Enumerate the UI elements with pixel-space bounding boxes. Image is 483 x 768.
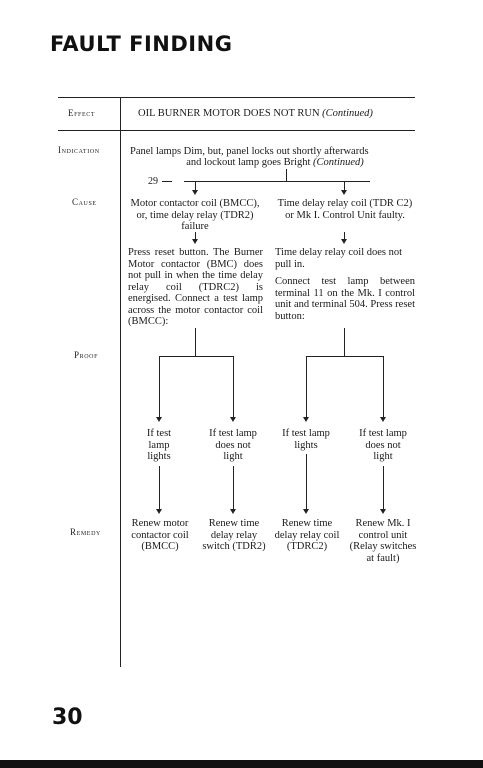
proof-right-arrow: [341, 239, 347, 244]
branch-3: If test lamp lights: [282, 428, 330, 451]
cause-split-line: [184, 181, 370, 182]
tree-right-b-drop: [383, 356, 384, 418]
tree-left-b-drop: [233, 356, 234, 418]
effect-continued: (Continued): [322, 108, 373, 119]
remedy-1-drop: [159, 466, 160, 510]
cause-right: Time delay relay coil (TDR C2) or Mk I. Control Unit faulty.: [277, 198, 413, 221]
remedy-4-drop: [383, 466, 384, 510]
remedy-1-arrow: [156, 509, 162, 514]
column-divider: [120, 97, 121, 667]
ref-29: 29: [148, 176, 158, 187]
remedy-3-arrow: [303, 509, 309, 514]
remedy-1: Renew motor contactor coil (BMCC): [131, 518, 189, 552]
label-remedy: Remedy: [70, 527, 101, 537]
label-proof: Proof: [74, 350, 99, 360]
label-effect: Effect: [68, 108, 96, 118]
tree-right-a-arrow: [303, 417, 309, 422]
remedy-4: Renew Mk. I control unit (Relay switches at fault): [349, 518, 417, 564]
tree-left-a-drop: [159, 356, 160, 418]
label-indication: Indication: [58, 145, 100, 155]
ref-arrow-line: [162, 181, 172, 182]
indication-stem: [286, 169, 287, 181]
header-rule: [58, 130, 415, 131]
proof-right-text-1: Time delay relay coil does not pull in.: [275, 247, 403, 270]
remedy-2-drop: [233, 466, 234, 510]
top-rule: [58, 97, 415, 98]
remedy-4-arrow: [380, 509, 386, 514]
label-cause: Cause: [72, 197, 97, 207]
cause-left-arrow: [192, 190, 198, 195]
indication-line1: Panel lamps Dim, but, panel locks out shortly afterwards: [130, 146, 369, 157]
effect-text: OIL BURNER MOTOR DOES NOT RUN: [138, 108, 320, 119]
proof-left-text: Press reset button. The Burner Motor contactor (BMC) does not pull in when the time delay relay coil (TDRC2) is energised. Connect a test lamp across the motor contactor coil (BMCC):: [128, 247, 263, 327]
remedy-3-drop: [306, 454, 307, 510]
tree-right-stem: [344, 328, 345, 356]
remedy-2-arrow: [230, 509, 236, 514]
remedy-2: Renew time delay relay switch (TDR2): [202, 518, 266, 552]
tree-left-a-arrow: [156, 417, 162, 422]
cause-left: Motor contactor coil (BMCC), or, time delay relay (TDR2) failure: [130, 198, 260, 232]
cause-right-arrow: [341, 190, 347, 195]
page-number: 30: [52, 705, 83, 730]
proof-left-arrow: [192, 239, 198, 244]
indication-line2: and lockout lamp goes Bright: [186, 157, 311, 168]
tree-left-bar: [159, 356, 233, 357]
tree-right-b-arrow: [380, 417, 386, 422]
bottom-bar: [0, 760, 483, 768]
tree-right-bar: [306, 356, 383, 357]
proof-right-text-2: Connect test lamp between terminal 11 on the Mk. I control unit and terminal 504. Press reset button:: [275, 276, 415, 322]
page-title: FAULT FINDING: [50, 32, 233, 56]
branch-2: If test lamp does not light: [209, 428, 257, 462]
tree-left-b-arrow: [230, 417, 236, 422]
indication-line2-wrap: [130, 157, 420, 169]
tree-left-stem: [195, 328, 196, 356]
tree-right-a-drop: [306, 356, 307, 418]
branch-1: If test lamp lights: [146, 428, 172, 462]
remedy-3: Renew time delay relay coil (TDRC2): [274, 518, 340, 552]
branch-4: If test lamp does not light: [359, 428, 407, 462]
effect-heading: [138, 108, 373, 120]
indication-continued: (Continued): [313, 157, 364, 168]
